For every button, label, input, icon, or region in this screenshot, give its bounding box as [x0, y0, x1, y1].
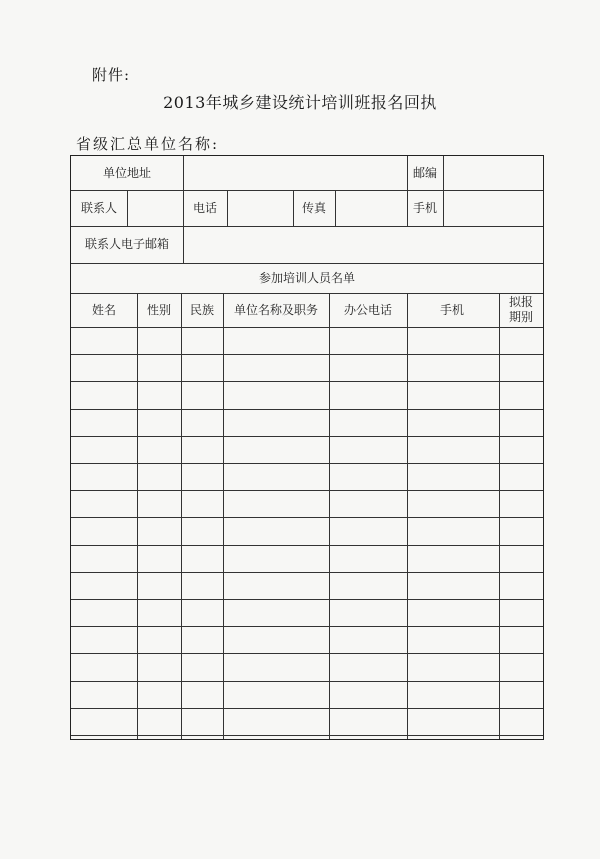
column-header-ethnicity: 民族: [189, 302, 214, 317]
attachment-label: 附件:: [92, 66, 131, 84]
roster-row-line: [71, 436, 543, 437]
column-header-unit-position: 单位名称及职务: [233, 302, 318, 317]
roster-title: 参加培训人员名单: [258, 270, 355, 285]
roster-row-line: [71, 545, 543, 546]
roster-col-divider: [499, 293, 500, 739]
column-header-gender: 性别: [146, 302, 171, 317]
roster-row-line: [71, 409, 543, 410]
mobile-label: 手机: [412, 200, 437, 215]
roster-col-divider: [407, 293, 408, 739]
roster-row-line: [71, 626, 543, 627]
fax-field[interactable]: [335, 190, 407, 226]
roster-row-line: [71, 490, 543, 491]
phone-field[interactable]: [227, 190, 293, 226]
fax-label: 传真: [301, 200, 326, 215]
column-header-office-phone: 办公电话: [343, 302, 392, 317]
unit-address-field[interactable]: [183, 156, 407, 190]
roster-row-line: [71, 463, 543, 464]
phone-label: 电话: [192, 200, 217, 215]
registration-table: [70, 155, 544, 740]
document-title: 2013年城乡建设统计培训班报名回执: [163, 93, 437, 112]
roster-row-line: [71, 599, 543, 600]
roster-row-line: [71, 381, 543, 382]
contact-person-label: 联系人: [80, 200, 117, 215]
roster-row-line: [71, 681, 543, 682]
contact-email-field[interactable]: [183, 226, 543, 263]
row-divider: [71, 327, 543, 328]
contact-email-label: 联系人电子邮箱: [84, 237, 169, 251]
roster-col-divider: [181, 293, 182, 739]
contact-person-field[interactable]: [127, 190, 183, 226]
roster-row-line: [71, 653, 543, 654]
roster-col-divider: [329, 293, 330, 739]
province-unit-label: 省级汇总单位名称:: [76, 135, 220, 153]
unit-address-label: 单位地址: [102, 165, 151, 180]
column-header-name: 姓名: [91, 302, 116, 317]
roster-row-line: [71, 572, 543, 573]
roster-row-line: [71, 735, 543, 736]
column-header-mobile: 手机: [439, 302, 464, 317]
roster-row-line: [71, 708, 543, 709]
postcode-field[interactable]: [443, 156, 543, 190]
roster-row-line: [71, 354, 543, 355]
mobile-field[interactable]: [443, 190, 543, 226]
postcode-label: 邮编: [412, 165, 437, 180]
roster-col-divider: [223, 293, 224, 739]
roster-col-divider: [137, 293, 138, 739]
column-header-session: 拟报期别: [508, 295, 533, 324]
roster-row-line: [71, 517, 543, 518]
